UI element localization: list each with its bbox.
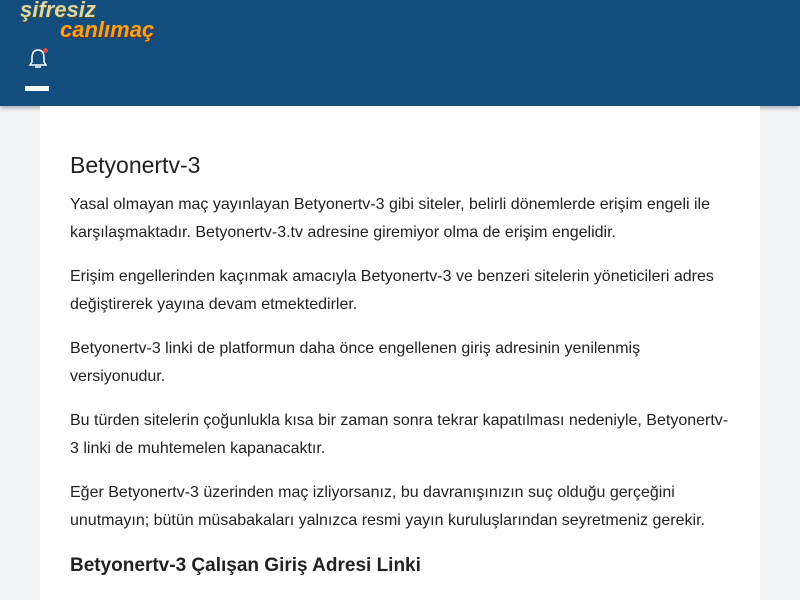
- logo-text-1: şifresiz: [20, 0, 96, 22]
- notification-dot: [43, 48, 48, 53]
- article-paragraph: Betyonertv-3 linki de platformun daha önce engellenen giriş adresinin yenilenmiş versiyonudur.: [70, 340, 641, 385]
- site-logo[interactable]: [20, 0, 154, 40]
- article-paragraph: Yasal olmayan maç yayınlayan Betyonertv-3 gibi siteler, belirli dönemlerde erişim engeli ile karşılaşmaktadır. Betyonertv-3.tv adresine giremiyor olma de erişim engelidir.: [70, 196, 711, 241]
- article-paragraph: Erişim engellerinden kaçınmak amacıyla Betyonertv-3 ve benzeri sitelerin yöneticileri adres değiştirerek yayına devam etmektedirler.: [70, 268, 714, 313]
- article-paragraph: Eğer Betyonertv-3 üzerinden maç izliyorsanız, bu davranışınızın suç olduğu gerçeğini unutmayın; bütün müsabakaları yalnızca resmi yayın kuruluşlarından seyretmeniz gerekir.: [70, 484, 705, 529]
- site-header: [0, 0, 800, 106]
- article-title: Betyonertv-3: [70, 152, 201, 178]
- article-container: [40, 106, 760, 600]
- logo-text-2: canlımaç: [60, 17, 155, 42]
- article-subheading: Betyonertv-3 Çalışan Giriş Adresi Linki: [70, 555, 421, 576]
- article-paragraph: Bu türden sitelerin çoğunlukla kısa bir zaman sonra tekrar kapatılması nedeniyle, Betyonertv-3 linki de muhtemelen kapanacaktır.: [70, 412, 729, 457]
- menu-toggle-button[interactable]: [25, 86, 49, 91]
